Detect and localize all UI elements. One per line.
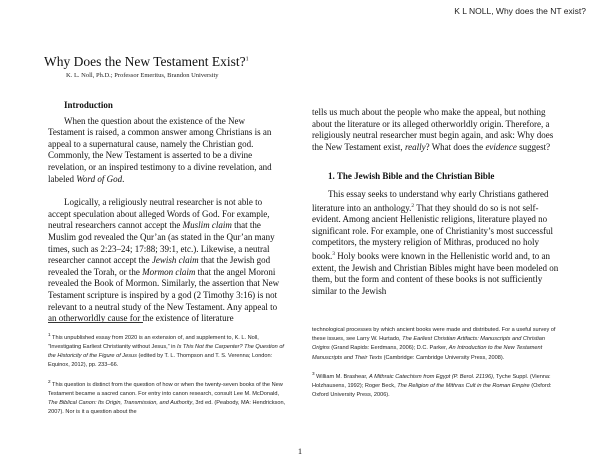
footnote-1 (48, 330, 290, 371)
intro-paragraph-2 (48, 197, 283, 325)
italic-run: Jewish claim (151, 255, 199, 266)
right-column (312, 107, 559, 297)
text-run: (Oxford: Oxford University Press, 2006). (312, 382, 552, 399)
text-run: that the Jewish god revealed the Torah, or the (48, 255, 271, 277)
section-paragraph-1 (312, 189, 559, 297)
running-header: K L NOLL, Why does the NT exist? (454, 6, 586, 16)
footnotes-right (312, 326, 562, 400)
page-number: 1 (297, 446, 303, 456)
footnote-3 (312, 369, 562, 400)
footnote-mark-3[interactable]: 3 (332, 250, 335, 257)
footnote-divider (48, 322, 143, 323)
text-run: , Tyche Suppl. (Vienna: Holzhausens, 1992); Roger Beck, (312, 373, 551, 389)
footnotes-left (48, 330, 290, 417)
text-run: This question is distinct from the question of how or when the twenty-seven books of the New Testament became a sacred canon. For entry into canon research, consult Lee M. McDonald, (48, 381, 283, 397)
text-run: . (122, 173, 125, 184)
intro-paragraph-1 (48, 116, 283, 186)
text-run: William M. Brashear, (314, 373, 369, 380)
paper-title (44, 54, 249, 70)
text-run: , 3rd ed. (Peabody, MA: Hendrickson, 2007). Nor is it a question about the (48, 399, 286, 416)
footnote-number: 2 (48, 378, 51, 384)
italic-run: Mormon claim (142, 266, 196, 277)
text-run: ? What does the (425, 141, 486, 152)
footnote-mark-2[interactable]: 2 (411, 202, 415, 209)
text-run: When the question about the existence of the New Testament is raised, a common answer among Christians is an appeal to a supernatural cause, namely the Christian god. Commonly, the New Testament is asserted to be a divine revelation, or an inspired testimony to a divine revelation, and labeled (48, 115, 272, 184)
author-line: K. L. Noll, Ph.D.; Professor Emeritus, Brandon University (66, 72, 219, 79)
footnote-number: 1 (48, 332, 51, 337)
title-footnote-mark[interactable]: 1 (245, 56, 249, 63)
text-run: (Grand Rapids: Eerdmans, 2006); D.C. Parker, (329, 345, 449, 352)
text-run: Holy books were known in the Hellenistic world and, to an extent, the Jewish and Christian Bibles might have been modeled on them, but the form and content of these books is not sufficiently similar to the Jewish (312, 250, 559, 296)
introduction-heading: Introduction (64, 100, 113, 110)
text-run: Logically, a religiously neutral researcher is not able to accept speculation about alleged Words of God. For example, neutral researchers cannot accept the (48, 197, 270, 231)
text-run: that the Muslim god revealed the Qur’an (as stated in the Qur’an many times, such as 2:23–24; 17:88; 39:1, etc.). Likewise, a neutral researcher cannot accept the (48, 220, 275, 266)
text-run: (Cambridge: Cambridge University Press, 2008). (382, 354, 505, 361)
text-run: tells us much about the people who make the appeal, but nothing about the literature or its alleged otherworldly origin. Therefore, a religiously neutral researcher must begin again, and ask: Why does the New Testament exist, (312, 107, 554, 152)
continued-paragraph (312, 107, 559, 153)
text-run: That they should do so is not self-evident. Among ancient Hellenistic religions, literature played no significant role. For example, one of Christianity’s most successful competitors, the mystery religion of Mithras, produced no holy book. (312, 202, 553, 261)
italic-run: A Mithraic Catechism from Egypt (P. Berol. 21196) (369, 373, 493, 380)
italic-run: The Biblical Canon: Its Origin, Transmission, and Authority (48, 399, 193, 406)
footnote-number: 3 (312, 370, 315, 376)
text-run: technological processes by which ancient books were made and distributed. For a useful survey of these issues, see Larry W. Hurtado, (312, 327, 556, 343)
italic-run: The Earliest Christian Artifacts: Manuscripts and Christian Origins (312, 336, 545, 352)
text-run: This essay seeks to understand why early Christians gathered literature into an anthology. (312, 188, 549, 213)
italic-run: The Religion of the Mithras Cult in the Roman Empire (397, 382, 530, 389)
italic-run: Word of God (76, 173, 123, 184)
title-text: Why Does the New Testament Exist? (44, 54, 246, 69)
italic-run: Is This Not the Carpenter? The Question of the Historicity of the Figure of Jesus (48, 344, 284, 360)
section-heading: 1. The Jewish Bible and the Christian Bible (328, 171, 495, 182)
italic-run: An Introduction to the New Testament Manuscripts and Their Texts (312, 345, 543, 361)
left-column (48, 100, 283, 325)
text-run: suggest? (516, 141, 551, 152)
italic-run: Muslim claim (182, 220, 232, 231)
text-run: (edited by T. L. Thompson and T. S. Verenna; London: Equinox, 2012), pp. 233–66. (48, 353, 273, 369)
footnote-2 (48, 377, 290, 418)
italic-run: evidence (485, 141, 517, 152)
text-run: This unpublished essay from 2020 is an extension of, and supplement to, K. L. Noll, “Investigating Earliest Christianity without Jesus,” in (48, 334, 259, 351)
text-run: that the angel Moroni revealed the Book of Mormon. Similarly, the assertion that New Testament scripture is inspired by a god (2 Timothy 3:16) is not relevant to a neutral study of the New Testament. Any appeal to an otherworldly cause for the existence of literature (48, 266, 280, 324)
italic-run: really (404, 141, 426, 152)
footnote-2-continued (312, 326, 562, 363)
